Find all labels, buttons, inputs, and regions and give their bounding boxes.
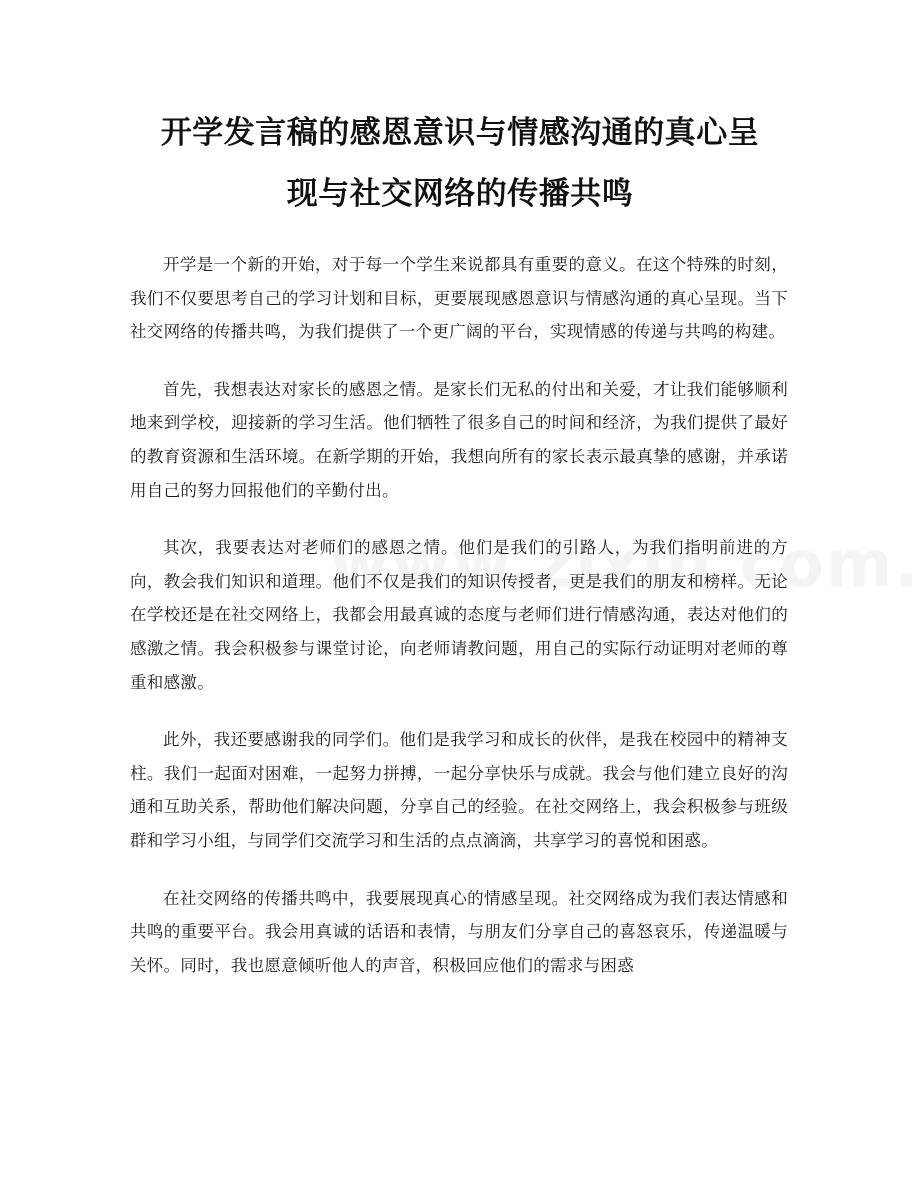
- paragraph-3: 其次，我要表达对老师们的感恩之情。他们是我们的引路人，为我们指明前进的方向，教会我们知识和道理。他们不仅是我们的知识传授者，更是我们的朋友和榜样。无论在学校还是在社交网络上，我都会用最真诚的态度与老师们进行情感沟通，表达对他们的感激之情。我会积极参与课堂讨论，向老师请教问题，用自己的实际行动证明对老师的尊重和感激。: [130, 538, 788, 692]
- document-title-line-2: 现与社交网络的传播共鸣: [286, 176, 634, 212]
- paragraph-1: 开学是一个新的开始，对于每一个学生来说都具有重要的意义。在这个特殊的时刻，我们不仅要思考自己的学习计划和目标，更要展现感恩意识与情感沟通的真心呈现。当下社交网络的传播共鸣，为我们提供了一个更广阔的平台，实现情感的传递与共鸣的构建。: [130, 255, 788, 342]
- document-title-line-1: 开学发言稿的感恩意识与情感沟通的真心呈: [160, 115, 760, 151]
- document-body: [130, 248, 788, 1006]
- paragraph-4: 此外，我还要感谢我的同学们。他们是我学习和成长的伙伴，是我在校园中的精神支柱。我们一起面对困难，一起努力拼搏，一起分享快乐与成就。我会与他们建立良好的沟通和互助关系，帮助他们解决问题，分享自己的经验。在社交网络上，我会积极参与班级群和学习小组，与同学们交流学习和生活的点点滴滴，共享学习的喜悦和困惑。: [130, 730, 788, 850]
- paragraph-5: 在社交网络的传播共鸣中，我要展现真心的情感呈现。社交网络成为我们表达情感和共鸣的重要平台。我会用真诚的话语和表情，与朋友们分享自己的喜怒哀乐，传递温暖与关怀。同时，我也愿意倾听他人的声音，积极回应他们的需求与困惑: [130, 888, 788, 975]
- paragraph-2: 首先，我想表达对家长的感恩之情。是家长们无私的付出和关爱，才让我们能够顺利地来到学校，迎接新的学习生活。他们牺牲了很多自己的时间和经济，为我们提供了最好的教育资源和生活环境。在新学期的开始，我想向所有的家长表示最真挚的感谢，并承诺用自己的努力回报他们的辛勤付出。: [130, 379, 788, 500]
